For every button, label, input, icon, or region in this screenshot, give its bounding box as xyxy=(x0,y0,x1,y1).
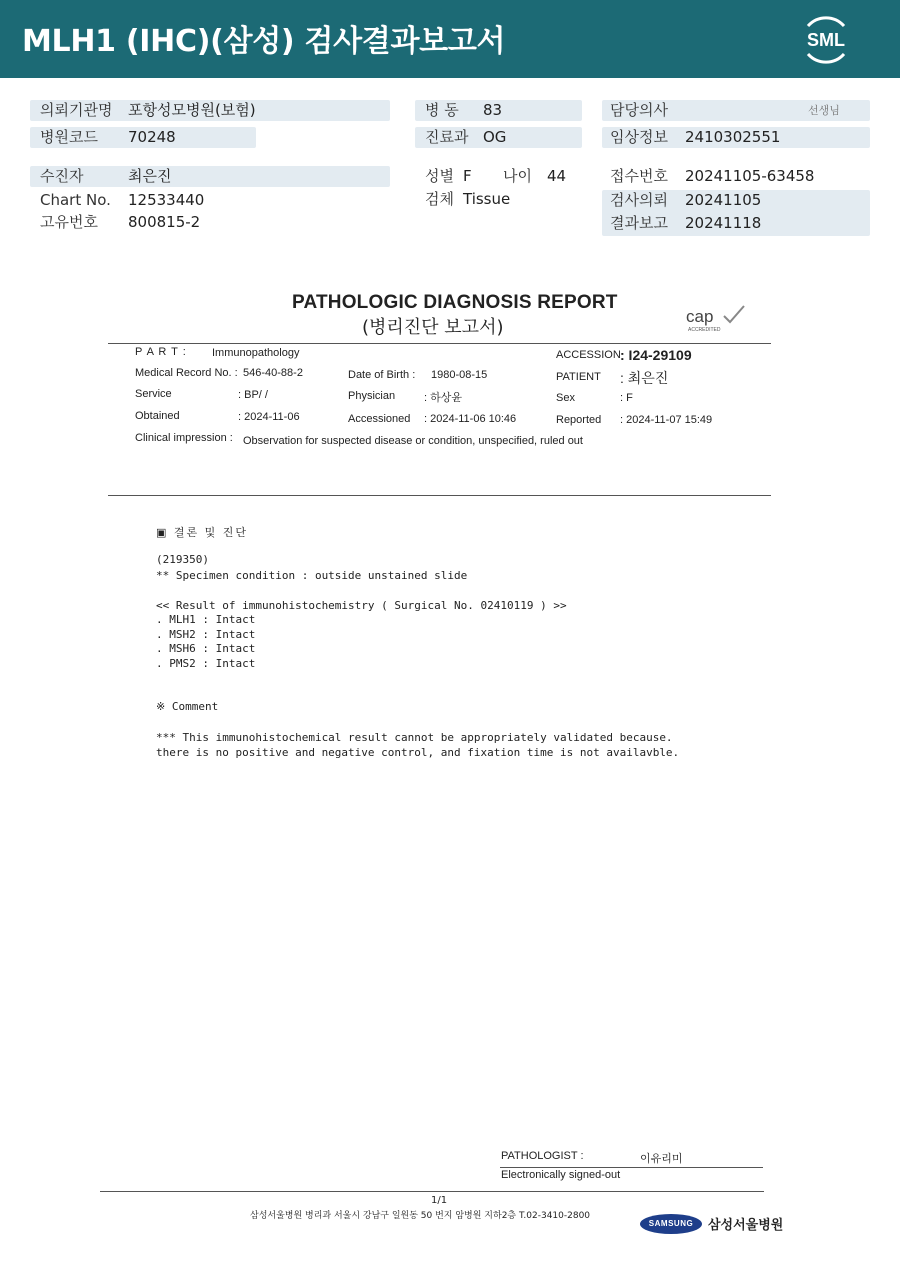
patient-label: 수진자 xyxy=(40,167,84,185)
doctor-suffix: 선생님 xyxy=(808,104,840,117)
sex-label-doc: Sex xyxy=(556,392,575,404)
clinical-impression-label: Clinical impression : xyxy=(135,432,233,444)
chart-no-field xyxy=(30,190,390,211)
ward-label: 병 동 xyxy=(425,101,459,119)
institution-value: 포항성모병원(보험) xyxy=(128,101,256,119)
specimen-value: Tissue xyxy=(463,190,511,208)
clinical-info-label: 임상정보 xyxy=(610,128,668,146)
report-date-value: 20241118 xyxy=(685,214,762,232)
ward-value: 83 xyxy=(483,101,503,119)
dob-value: 1980-08-15 xyxy=(431,369,488,381)
accession-label: ACCESSION xyxy=(556,349,621,361)
pathology-report xyxy=(0,250,900,1271)
sex-value-doc: : F xyxy=(620,392,633,404)
hospital-code-label: 병원코드 xyxy=(40,128,98,146)
conclusion-heading: ▣ 결론 및 진단 xyxy=(156,526,249,539)
ihc-result-item: . MLH1 : Intact xyxy=(156,613,256,626)
report-header xyxy=(0,0,900,78)
specimen-label: 검체 xyxy=(425,190,454,208)
mrn-label: Medical Record No. : xyxy=(135,367,238,379)
age-label: 나이 xyxy=(503,167,532,185)
unique-no-label: 고유번호 xyxy=(40,213,98,231)
pathologist-value: 이유리미 xyxy=(640,1153,683,1165)
chart-no-label: Chart No. xyxy=(40,191,111,209)
department-value: OG xyxy=(483,128,507,146)
receipt-no-label: 접수번호 xyxy=(610,167,668,185)
ihc-result-item: . MSH6 : Intact xyxy=(156,642,256,655)
sex-value: F xyxy=(463,167,472,185)
doctor-field xyxy=(602,100,870,121)
report-title: PATHOLOGIC DIAGNOSIS REPORT xyxy=(292,292,618,313)
sex-age-field xyxy=(415,166,595,187)
physician-label: Physician xyxy=(348,390,396,402)
mrn-value: 546-40-88-2 xyxy=(243,367,303,379)
hospital-code-value: 70248 xyxy=(128,128,176,146)
logo-text: SML xyxy=(807,30,845,50)
part-label: P A R T : xyxy=(135,346,187,358)
sex-label: 성별 xyxy=(425,167,454,185)
doctor-label: 담당의사 xyxy=(610,101,668,119)
report-date-label: 결과보고 xyxy=(610,214,668,232)
hospital-name: 삼성서울병원 xyxy=(708,1218,784,1233)
receipt-no-field xyxy=(602,166,870,187)
patient-value-doc: : 최은진 xyxy=(620,370,669,386)
pathologist-rule xyxy=(500,1167,763,1168)
clinical-info-value: 2410302551 xyxy=(685,128,781,146)
pathologist-label: PATHOLOGIST : xyxy=(501,1150,584,1162)
report-subtitle: (병리진단 보고서) xyxy=(362,317,504,338)
signed-out-text: Electronically signed-out xyxy=(501,1169,621,1181)
specimen-condition: ** Specimen condition : outside unstained slide xyxy=(156,569,468,582)
part-value: Immunopathology xyxy=(212,347,300,359)
institution-field xyxy=(30,100,390,121)
physician-value: : 하상윤 xyxy=(424,392,462,404)
footer-rule xyxy=(100,1191,764,1192)
comment-line-2: there is no positive and negative control, and fixation time is not availavble. xyxy=(156,746,680,759)
cap-text: cap xyxy=(686,307,714,326)
header-rule xyxy=(108,343,771,344)
obtained-value: : 2024-11-06 xyxy=(238,411,300,423)
patient-label-doc: PATIENT xyxy=(556,371,601,383)
patient-value: 최은진 xyxy=(128,167,172,185)
section-rule xyxy=(108,495,771,496)
dates-field xyxy=(602,190,870,236)
unique-no-value: 800815-2 xyxy=(128,213,201,231)
accessioned-value: : 2024-11-06 10:46 xyxy=(424,413,517,425)
comment-line-1: *** This immunohistochemical result cannot be appropriately validated because. xyxy=(156,731,673,744)
service-value: : BP/ / xyxy=(238,389,268,401)
footer-address: 삼성서울병원 병리과 서울시 강남구 일원동 50 번지 암병원 지하2층 T.02-3410-2800 xyxy=(250,1211,591,1221)
department-label: 진료과 xyxy=(425,128,469,146)
department-field xyxy=(415,127,582,148)
cap-accredited-logo xyxy=(684,302,748,334)
case-code: (219350) xyxy=(156,553,209,566)
page-title: MLH1 (IHC)(삼성) 검사결과보고서 xyxy=(22,24,506,59)
accession-value: : I24-29109 xyxy=(620,347,692,363)
service-label: Service xyxy=(135,388,172,400)
accessioned-label: Accessioned xyxy=(348,413,411,425)
institution-label: 의뢰기관명 xyxy=(40,101,113,119)
result-heading: << Result of immunohistochemistry ( Surgical No. 02410119 ) >> xyxy=(156,599,567,612)
samsung-logo: SAMSUNG xyxy=(640,1214,702,1234)
sml-logo xyxy=(796,10,856,68)
ihc-result-item: . PMS2 : Intact xyxy=(156,656,256,670)
page-number: 1/1 xyxy=(431,1195,448,1206)
dob-label: Date of Birth : xyxy=(348,369,416,381)
age-value: 44 xyxy=(547,167,567,185)
obtained-label: Obtained xyxy=(135,410,180,422)
ward-field xyxy=(415,100,582,121)
chart-no-value: 12533440 xyxy=(128,191,205,209)
request-date-value: 20241105 xyxy=(685,191,762,209)
hospital-code-field xyxy=(30,127,256,148)
patient-field xyxy=(30,166,390,187)
cap-sub: ACCREDITED xyxy=(688,327,721,333)
unique-no-field xyxy=(30,212,390,233)
ihc-result-item: . MSH2 : Intact xyxy=(156,627,256,641)
comment-heading: ※ Comment xyxy=(156,700,219,713)
clinical-impression-value: Observation for suspected disease or condition, unspecified, ruled out xyxy=(243,435,583,447)
specimen-field xyxy=(415,189,595,210)
reported-label: Reported xyxy=(556,414,602,426)
request-date-label: 검사의뢰 xyxy=(610,191,668,209)
clinical-info-field xyxy=(602,127,870,148)
receipt-no-value: 20241105-63458 xyxy=(685,167,815,185)
reported-value: : 2024-11-07 15:49 xyxy=(620,414,713,426)
